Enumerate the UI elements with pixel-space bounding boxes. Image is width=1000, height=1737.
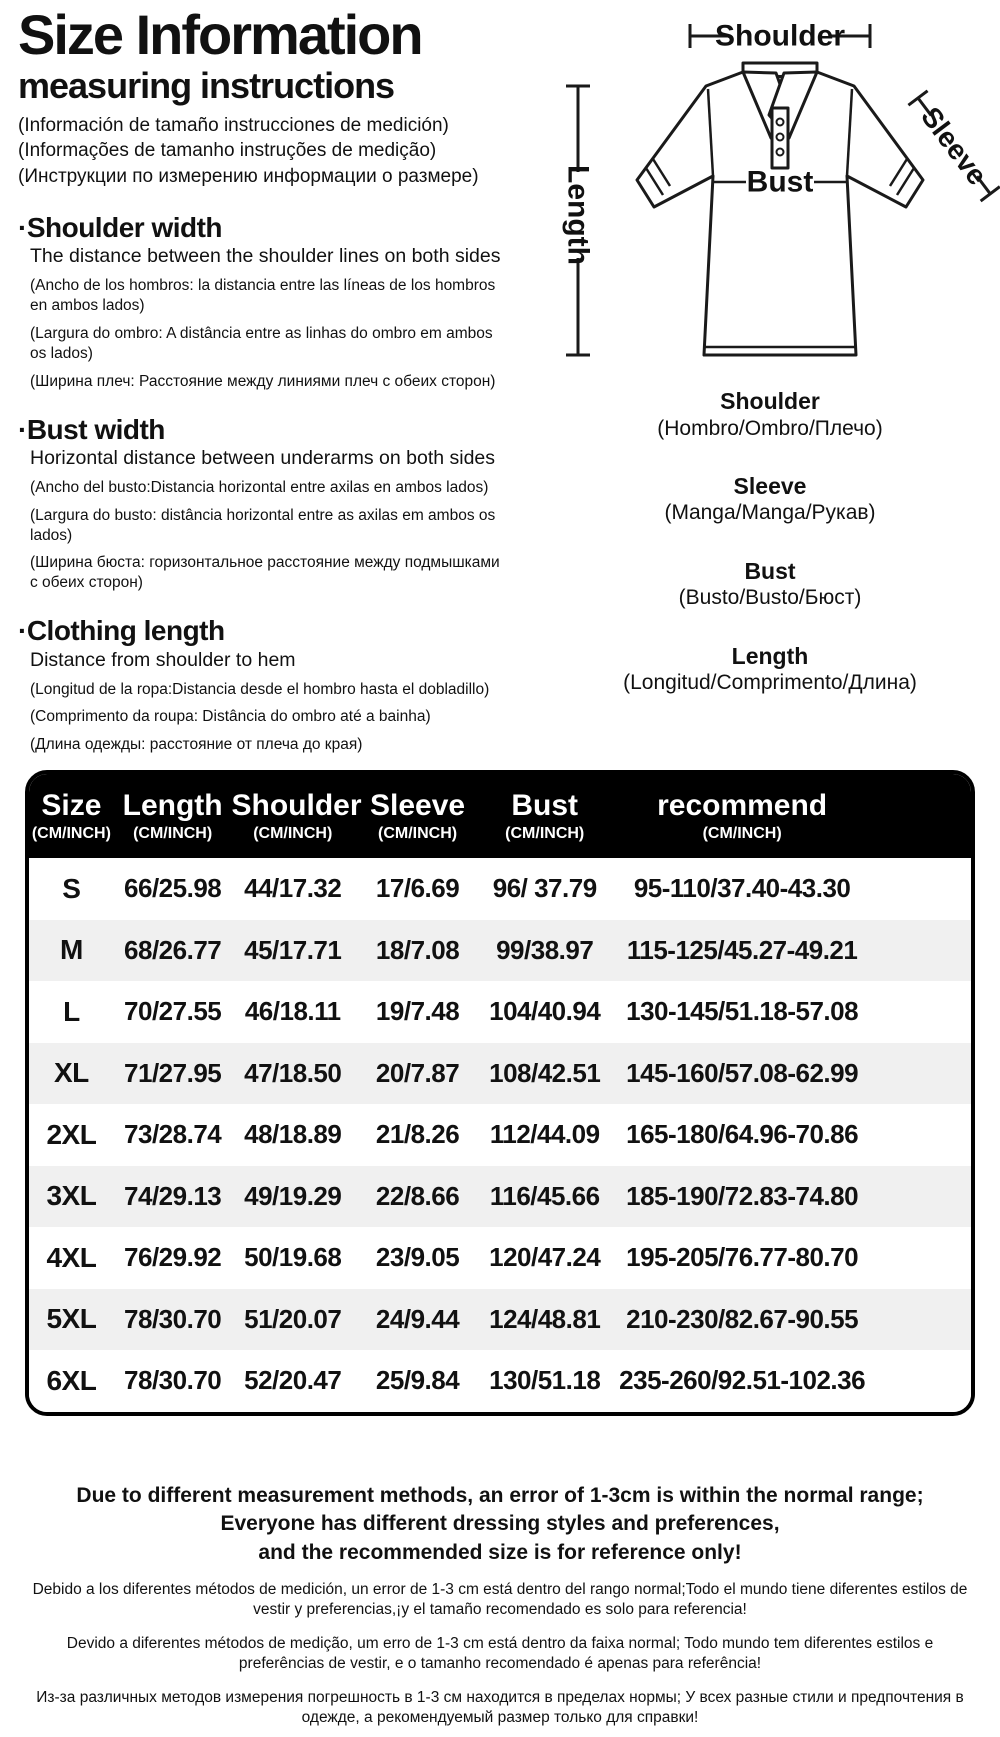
section-bust-width	[18, 415, 543, 594]
legend-translation: (Manga/Manga/Рукав)	[664, 501, 876, 525]
legend-term: Bust	[744, 557, 796, 584]
legend-item-bust	[540, 558, 1000, 612]
shirt-button	[777, 134, 784, 141]
disclaimer-note-ru: Из-за различных методов измерения погрешность в 1-3 см находится в пределах нормы; У всех разные стили и предпочтения в одежде, а рекомендуемый размер только для справки!	[36, 1688, 964, 1727]
section-translation-ru: (Ширина бюста: горизонтальное расстояние между подмышками с обеих сторон)	[30, 554, 500, 592]
size-table-header	[29, 774, 971, 858]
disclaimer-note-es: Debido a los diferentes métodos de medición, un error de 1-3 cm está dentro del rango normal;Todo el mundo tiene diferentes estilos de vestir y preferencias,¡y el tamaño recomendado es solo para referencia!	[32, 1581, 968, 1619]
length-diagram-label: Length	[561, 165, 595, 265]
table-row-3xl: 3XL 74/29.13 49/19.29 22/8.66 116/45.66 185-190/72.83-74.80	[29, 1166, 971, 1228]
section-title: ·Shoulder width	[18, 212, 223, 244]
title-translations	[18, 113, 543, 190]
disclaimer-line-2: Everyone has different dressing styles and preferences,	[220, 1512, 780, 1536]
shirt-button	[777, 119, 784, 126]
page-subtitle: measuring instructions	[18, 64, 395, 106]
table-row-m: M 68/26.77 45/17.71 18/7.08 99/38.97 115-125/45.27-49.21	[29, 920, 971, 982]
section-title: ·Clothing length	[18, 615, 225, 647]
legend-translation: (Hombro/Ombro/Плечо)	[657, 416, 883, 440]
section-clothing-length	[18, 616, 543, 755]
table-row-5xl: 5XL 78/30.70 51/20.07 24/9.44 124/48.81 210-230/82.67-90.55	[29, 1289, 971, 1351]
disclaimer-note-pt: Devido a diferentes métodos de medição, um erro de 1-3 cm está dentro da faixa normal; Todo mundo tem diferentes estilos e preferências de vestir, e o tamanho recomendado é apenas para referência!	[66, 1634, 934, 1673]
sleeve-diagram-label: Sleeve	[915, 101, 994, 191]
column-header-sleeve: Sleeve (CM/INCH)	[370, 788, 466, 842]
legend-term: Length	[731, 642, 809, 669]
section-translation-pt: (Largura do busto: distância horizontal entre as axilas em ambos os lados)	[30, 506, 496, 544]
table-row-6xl: 6XL 78/30.70 52/20.47 25/9.84 130/51.18 235-260/92.51-102.36	[29, 1350, 971, 1412]
measuring-instructions-column	[18, 3, 543, 755]
column-header-shoulder: Shoulder (CM/INCH)	[231, 788, 362, 842]
table-row-xl: XL 71/27.95 47/18.50 20/7.87 108/42.51 145-160/57.08-62.99	[29, 1043, 971, 1105]
section-translation-ru: (Ширина плеч: Расстояние между линиями плеч с обеих сторон)	[30, 372, 496, 390]
measurement-legend	[540, 388, 1000, 696]
section-description: The distance between the shoulder lines on both sides	[30, 245, 501, 268]
legend-term: Shoulder	[720, 388, 820, 414]
legend-term: Sleeve	[733, 472, 807, 499]
disclaimer-line-3: and the recommended size is for reference only!	[258, 1540, 742, 1564]
size-table	[25, 770, 975, 1416]
table-row-s: S 66/25.98 44/17.32 17/6.69 96/ 37.79 95-110/37.40-43.30	[29, 858, 971, 920]
title-translation-ru: (Инструкции по измерению информации о размере)	[18, 166, 479, 188]
disclaimer-footer	[0, 1482, 1000, 1729]
section-translation-pt: (Largura do ombro: A distância entre as linhas do ombro em ambos os lados)	[30, 325, 493, 362]
title-translation-pt: (Informações de tamanho instruções de medição)	[18, 140, 437, 162]
section-translation-ru: (Длина одежды: расстояние от плеча до края)	[30, 736, 363, 754]
page-title: Size Information	[18, 3, 422, 66]
column-header-size: Size (CM/INCH)	[31, 788, 111, 842]
legend-item-sleeve	[540, 473, 1000, 527]
legend-item-shoulder	[540, 388, 1000, 442]
bust-diagram-label: Bust	[746, 165, 814, 199]
column-header-recommend: recommend (CM/INCH)	[657, 788, 828, 842]
legend-item-length	[540, 643, 1000, 697]
legend-translation: (Longitud/Comprimento/Длина)	[623, 671, 917, 695]
polo-shirt-diagram	[540, 10, 1000, 727]
legend-translation: (Busto/Busto/Бюст)	[678, 586, 862, 610]
section-title: ·Bust width	[18, 413, 165, 445]
section-translation-es: (Longitud de la ropa:Distancia desde el hombro hasta el dobladillo)	[30, 680, 490, 698]
table-row-2xl: 2XL 73/28.74 48/18.89 21/8.26 112/44.09 165-180/64.96-70.86	[29, 1104, 971, 1166]
shirt-button	[777, 149, 784, 156]
table-row-l: L 70/27.55 46/18.11 19/7.48 104/40.94 130-145/51.18-57.08	[29, 981, 971, 1043]
column-header-bust: Bust (CM/INCH)	[505, 788, 585, 842]
section-translation-pt: (Comprimento da roupa: Distância do ombro até a bainha)	[30, 708, 431, 726]
column-header-length: Length (CM/INCH)	[122, 788, 223, 842]
section-translation-es: (Ancho del busto:Distancia horizontal entre axilas en ambos lados)	[30, 479, 489, 496]
polo-shirt-illustration	[540, 10, 1000, 382]
title-translation-es: (Información de tamaño instrucciones de medición)	[18, 114, 449, 136]
disclaimer-line-1: Due to different measurement methods, an error of 1-3cm is within the normal range;	[76, 1484, 924, 1507]
table-row-4xl: 4XL 76/29.92 50/19.68 23/9.05 120/47.24 195-205/76.77-80.70	[29, 1227, 971, 1289]
section-description: Horizontal distance between underarms on both sides	[30, 447, 496, 469]
shoulder-diagram-label: Shoulder	[714, 19, 846, 53]
section-shoulder-width	[18, 213, 543, 392]
section-description: Distance from shoulder to hem	[30, 648, 296, 671]
section-translation-es: (Ancho de los hombros: la distancia entre las líneas de los hombros en ambos lados)	[30, 277, 496, 315]
